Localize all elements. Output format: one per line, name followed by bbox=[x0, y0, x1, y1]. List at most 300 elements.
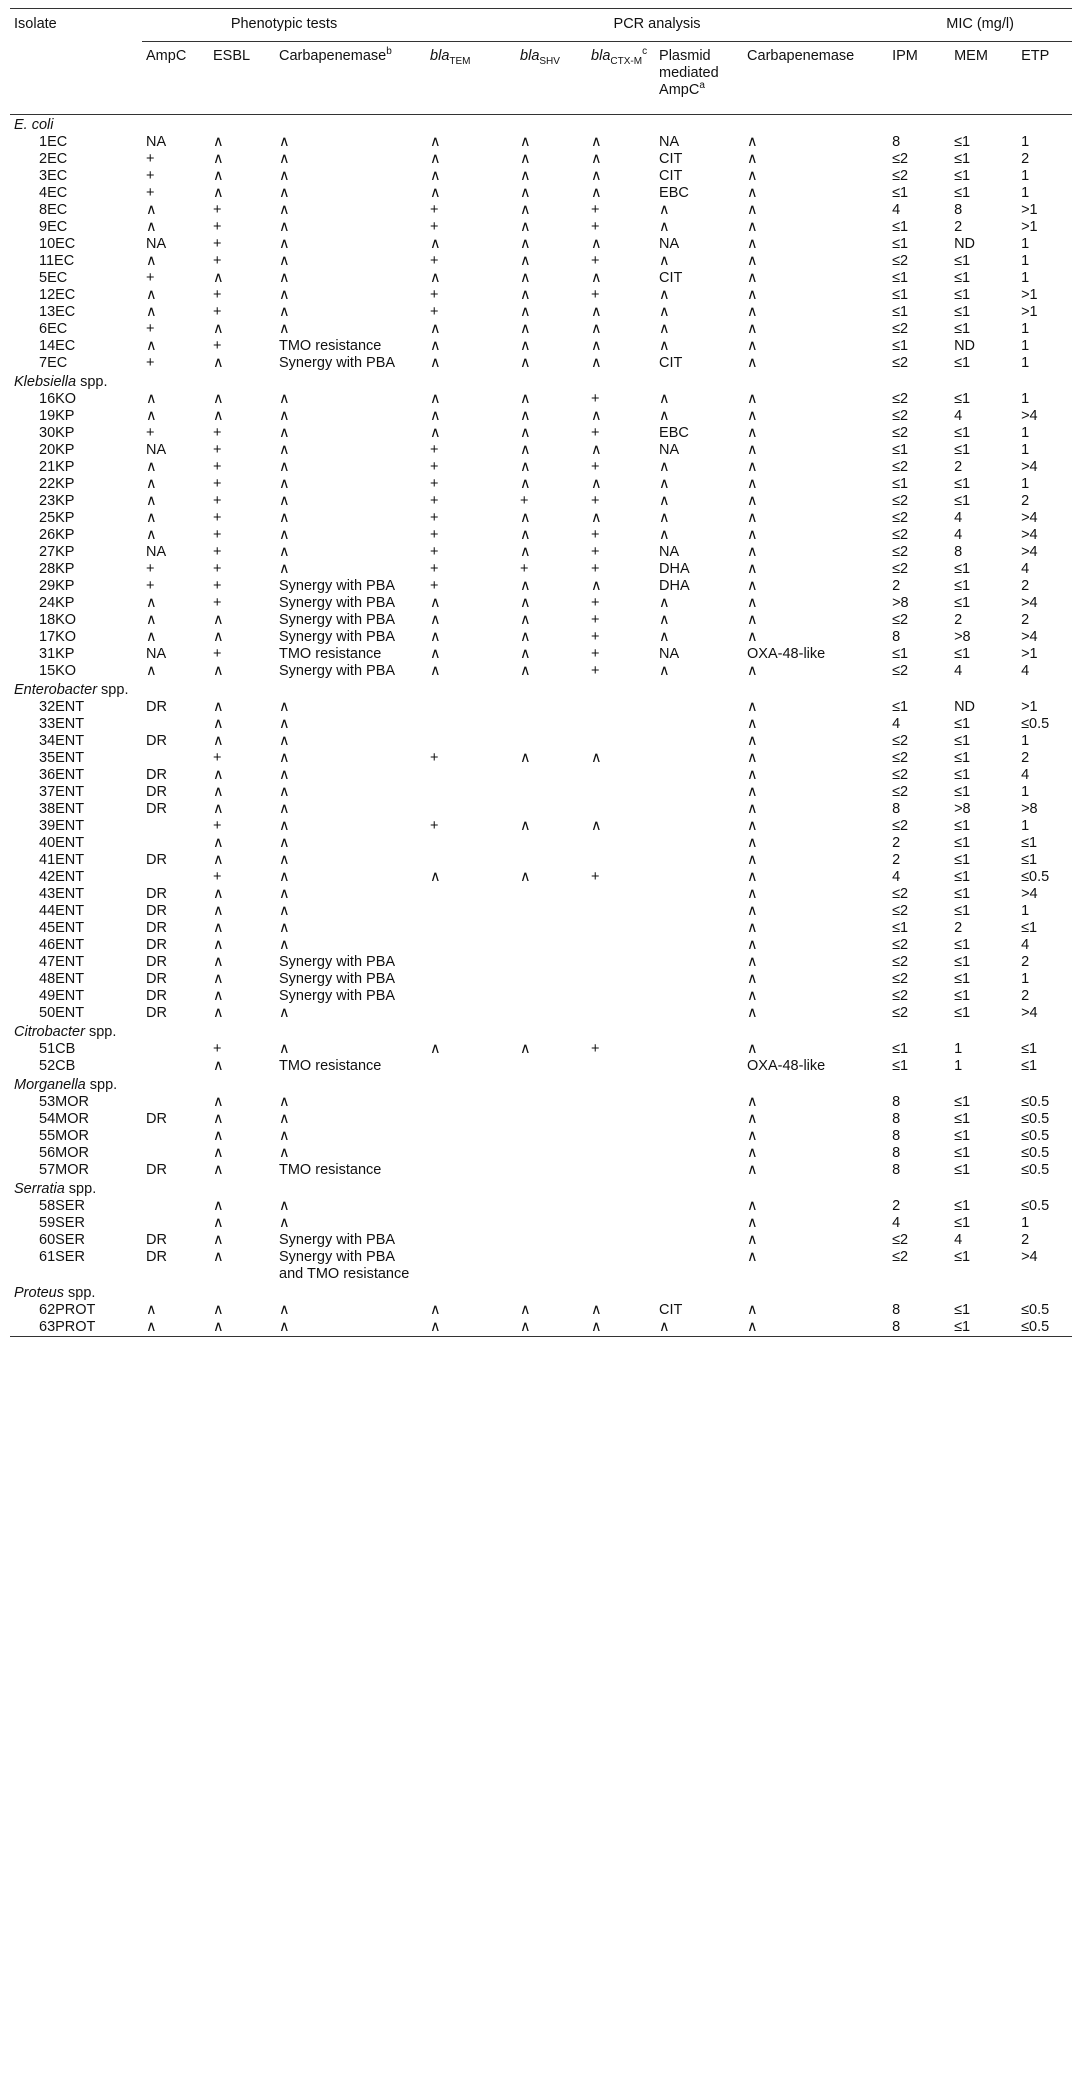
table-row bbox=[10, 988, 1072, 1005]
table-cell: ∧ bbox=[747, 971, 758, 987]
table-cell: ∧ bbox=[520, 391, 531, 407]
table-cell: 8 bbox=[892, 1302, 901, 1318]
table-cell: 22KP bbox=[39, 476, 75, 492]
table-cell bbox=[655, 699, 743, 716]
table-cell: ∧ bbox=[659, 612, 670, 628]
table-cell bbox=[587, 920, 655, 937]
group-row bbox=[10, 1022, 1072, 1041]
table-cell: + bbox=[146, 151, 155, 167]
table-cell: + bbox=[430, 493, 439, 509]
table-cell: ∧ bbox=[146, 510, 157, 526]
table-row bbox=[10, 561, 1072, 578]
table-row bbox=[10, 527, 1072, 544]
table-cell bbox=[142, 1128, 209, 1145]
table-cell: ∧ bbox=[279, 801, 290, 817]
table-cell: DR bbox=[146, 733, 167, 749]
table-cell: 33ENT bbox=[39, 716, 85, 732]
header-empty bbox=[10, 42, 142, 115]
table-cell: ≤1 bbox=[954, 1005, 971, 1021]
table-cell: ∧ bbox=[747, 699, 758, 715]
group-suffix: spp. bbox=[76, 374, 108, 390]
table-row bbox=[10, 1215, 1072, 1232]
table-cell: ≤1 bbox=[954, 561, 971, 577]
table-cell bbox=[142, 1058, 209, 1075]
table-body bbox=[10, 115, 1072, 1337]
table-cell: ∧ bbox=[146, 202, 157, 218]
table-cell: ∧ bbox=[747, 510, 758, 526]
table-cell bbox=[587, 903, 655, 920]
table-cell: >4 bbox=[1021, 527, 1038, 543]
table-cell: ≤2 bbox=[892, 988, 909, 1004]
table-cell: ∧ bbox=[520, 355, 531, 371]
table-cell: + bbox=[430, 219, 439, 235]
table-cell: 1 bbox=[1021, 818, 1030, 834]
table-cell: ∧ bbox=[747, 304, 758, 320]
table-row bbox=[10, 1058, 1072, 1075]
table-cell: ≤1 bbox=[954, 988, 971, 1004]
table-cell: DR bbox=[146, 699, 167, 715]
table-row bbox=[10, 869, 1072, 886]
table-cell: ≤1 bbox=[954, 425, 971, 441]
table-cell bbox=[587, 1198, 655, 1215]
table-cell bbox=[142, 869, 209, 886]
table-cell: >4 bbox=[1021, 1005, 1038, 1021]
table-cell: ∧ bbox=[747, 612, 758, 628]
table-cell: 4 bbox=[892, 202, 901, 218]
table-cell: ∧ bbox=[146, 391, 157, 407]
table-cell: 37ENT bbox=[39, 784, 85, 800]
table-cell: ∧ bbox=[520, 663, 531, 679]
table-cell: + bbox=[213, 578, 222, 594]
table-cell: + bbox=[430, 253, 439, 269]
table-cell: ∧ bbox=[430, 134, 441, 150]
table-cell: 4 bbox=[892, 869, 901, 885]
table-cell: ≤1 bbox=[954, 578, 971, 594]
table-cell bbox=[426, 1128, 516, 1145]
table-row bbox=[10, 134, 1072, 151]
table-row bbox=[10, 646, 1072, 663]
table-cell: ≤1 bbox=[954, 954, 971, 970]
table-cell: 1 bbox=[1021, 971, 1030, 987]
table-cell: + bbox=[146, 578, 155, 594]
table-row bbox=[10, 338, 1072, 355]
table-cell: ∧ bbox=[747, 886, 758, 902]
table-row bbox=[10, 1162, 1072, 1179]
table-cell: ∧ bbox=[747, 493, 758, 509]
table-cell: 2 bbox=[892, 578, 901, 594]
table-cell: 8 bbox=[954, 544, 963, 560]
table-cell: 25KP bbox=[39, 510, 75, 526]
table-cell bbox=[426, 784, 516, 801]
table-cell: ∧ bbox=[520, 168, 531, 184]
table-cell: 2EC bbox=[39, 151, 68, 167]
table-cell: ≤2 bbox=[892, 561, 909, 577]
table-cell: 41ENT bbox=[39, 852, 85, 868]
group-label bbox=[10, 1022, 1072, 1041]
table-cell: + bbox=[213, 493, 222, 509]
table-cell: 2 bbox=[1021, 1232, 1030, 1248]
table-cell: ∧ bbox=[591, 270, 602, 286]
table-cell: ∧ bbox=[213, 151, 224, 167]
table-cell: + bbox=[591, 612, 600, 628]
table-cell: ∧ bbox=[279, 510, 290, 526]
table-cell: ≤1 bbox=[1021, 835, 1038, 851]
table-cell: ∧ bbox=[747, 629, 758, 645]
table-cell: Synergy with PBA bbox=[279, 355, 396, 371]
table-cell: ∧ bbox=[747, 287, 758, 303]
table-cell: ∧ bbox=[747, 750, 758, 766]
table-cell: ≤2 bbox=[892, 510, 909, 526]
table-cell: ≤1 bbox=[892, 1058, 909, 1074]
table-cell: ≤2 bbox=[892, 544, 909, 560]
table-cell: ≤2 bbox=[892, 1232, 909, 1248]
table-cell: + bbox=[430, 544, 439, 560]
table-cell: + bbox=[591, 459, 600, 475]
table-cell bbox=[587, 1232, 655, 1249]
table-cell: ≤1 bbox=[954, 391, 971, 407]
table-cell: ∧ bbox=[213, 391, 224, 407]
table-cell bbox=[655, 988, 743, 1005]
table-cell: + bbox=[430, 750, 439, 766]
table-row bbox=[10, 784, 1072, 801]
table-cell: ≤1 bbox=[892, 699, 909, 715]
table-cell: + bbox=[591, 391, 600, 407]
table-cell: ∧ bbox=[747, 1215, 758, 1231]
table-cell: ∧ bbox=[279, 852, 290, 868]
table-cell: ∧ bbox=[430, 355, 441, 371]
table-cell bbox=[587, 1249, 655, 1283]
table-cell bbox=[655, 1198, 743, 1215]
table-cell: ∧ bbox=[430, 1302, 441, 1318]
group-suffix: spp. bbox=[64, 1181, 97, 1197]
table-cell: ∧ bbox=[213, 733, 224, 749]
table-cell: ∧ bbox=[279, 236, 290, 252]
table-cell: 63PROT bbox=[10, 1319, 142, 1337]
table-cell: ∧ bbox=[747, 459, 758, 475]
table-cell bbox=[655, 1232, 743, 1249]
table-cell: ∧ bbox=[279, 869, 290, 885]
table-cell: ≤2 bbox=[892, 493, 909, 509]
table-cell bbox=[426, 954, 516, 971]
table-cell bbox=[516, 784, 587, 801]
table-cell: ∧ bbox=[279, 391, 290, 407]
table-cell: EBC bbox=[659, 425, 689, 441]
table-cell: ∧ bbox=[279, 1145, 290, 1161]
table-cell: ∧ bbox=[520, 442, 531, 458]
table-row bbox=[10, 595, 1072, 612]
header-carbapenemase-pcr: Carbapenemase bbox=[747, 48, 855, 64]
table-row bbox=[10, 1145, 1072, 1162]
table-cell: 48ENT bbox=[39, 971, 85, 987]
table-cell bbox=[655, 1111, 743, 1128]
table-cell: DR bbox=[146, 801, 167, 817]
table-cell: NA bbox=[659, 236, 680, 252]
table-cell: + bbox=[430, 287, 439, 303]
table-cell: ∧ bbox=[587, 1319, 655, 1337]
table-cell bbox=[426, 716, 516, 733]
table-cell: ≤2 bbox=[892, 355, 909, 371]
table-cell: + bbox=[591, 493, 600, 509]
table-cell bbox=[516, 1249, 587, 1283]
table-cell: + bbox=[591, 1041, 600, 1057]
table-cell: >4 bbox=[1021, 629, 1038, 645]
table-cell: 50ENT bbox=[39, 1005, 85, 1021]
header-esbl: ESBL bbox=[213, 48, 251, 64]
table-cell: ∧ bbox=[659, 253, 670, 269]
table-cell: ∧ bbox=[279, 784, 290, 800]
table-cell: ∧ bbox=[591, 338, 602, 354]
table-cell bbox=[655, 1128, 743, 1145]
header-phenotypic-tests: Phenotypic tests bbox=[142, 9, 426, 42]
table-cell: ∧ bbox=[591, 442, 602, 458]
table-cell: 16KO bbox=[39, 391, 77, 407]
table-cell: ∧ bbox=[279, 168, 290, 184]
table-cell: ∧ bbox=[430, 391, 441, 407]
table-cell: 59SER bbox=[39, 1215, 85, 1231]
group-name: E. coli bbox=[14, 117, 54, 133]
table-cell: ≤2 bbox=[892, 954, 909, 970]
table-cell: 55MOR bbox=[39, 1128, 89, 1144]
table-cell: ∧ bbox=[146, 459, 157, 475]
table-cell: 47ENT bbox=[39, 954, 85, 970]
table-cell: >8 bbox=[892, 595, 909, 611]
table-cell: ≤1 bbox=[892, 338, 909, 354]
table-cell: 23KP bbox=[39, 493, 75, 509]
table-cell: NA bbox=[659, 646, 680, 662]
table-cell bbox=[655, 767, 743, 784]
table-cell: ∧ bbox=[275, 1319, 426, 1337]
table-cell: ≤1 bbox=[954, 287, 971, 303]
header-isolate: Isolate bbox=[14, 16, 57, 32]
table-cell: DR bbox=[146, 937, 167, 953]
table-cell: ≤1 bbox=[954, 168, 971, 184]
table-cell: ∧ bbox=[279, 1111, 290, 1127]
group-name: Enterobacter bbox=[14, 682, 98, 698]
table-cell bbox=[426, 1145, 516, 1162]
table-cell: ≤1 bbox=[954, 595, 971, 611]
table-cell: ∧ bbox=[142, 1319, 209, 1337]
table-cell: 8 bbox=[888, 1319, 950, 1337]
table-cell: TMO resistance bbox=[279, 1162, 382, 1178]
table-cell: 58SER bbox=[39, 1198, 85, 1214]
table-cell: ∧ bbox=[747, 1162, 758, 1178]
table-cell: ∧ bbox=[430, 1041, 441, 1057]
table-cell: Synergy with PBA bbox=[279, 954, 396, 970]
table-cell: 3EC bbox=[39, 168, 68, 184]
table-cell: EBC bbox=[659, 185, 689, 201]
table-cell: ∧ bbox=[146, 1302, 157, 1318]
table-row bbox=[10, 459, 1072, 476]
group-suffix: spp. bbox=[97, 682, 129, 698]
table-cell: ≤2 bbox=[892, 903, 909, 919]
table-cell: ∧ bbox=[659, 338, 670, 354]
table-cell: + bbox=[213, 287, 222, 303]
table-cell: ≤1 bbox=[954, 476, 971, 492]
table-cell: ∧ bbox=[747, 561, 758, 577]
table-cell: 8EC bbox=[39, 202, 68, 218]
table-cell: ∧ bbox=[213, 134, 224, 150]
table-cell: 4 bbox=[1021, 767, 1030, 783]
table-cell: 2 bbox=[892, 835, 901, 851]
table-cell: 9EC bbox=[39, 219, 68, 235]
table-cell: 1 bbox=[954, 1058, 963, 1074]
table-cell: 1 bbox=[1021, 1215, 1030, 1231]
table-cell: ∧ bbox=[279, 476, 290, 492]
table-cell: ≤1 bbox=[892, 185, 909, 201]
table-row bbox=[10, 750, 1072, 767]
table-cell bbox=[655, 903, 743, 920]
table-cell: ≤1 bbox=[1021, 1041, 1038, 1057]
table-cell: ∧ bbox=[146, 287, 157, 303]
table-row bbox=[10, 835, 1072, 852]
table-cell: OXA-48-like bbox=[747, 646, 826, 662]
table-cell: ∧ bbox=[659, 493, 670, 509]
table-cell: Synergy with PBA bbox=[279, 988, 396, 1004]
table-cell: 43ENT bbox=[39, 886, 85, 902]
table-row bbox=[10, 767, 1072, 784]
table-cell bbox=[655, 954, 743, 971]
table-cell: 31KP bbox=[39, 646, 75, 662]
table-cell: ∧ bbox=[747, 920, 758, 936]
table-cell: 2 bbox=[1021, 493, 1030, 509]
table-cell: ≤2 bbox=[892, 391, 909, 407]
table-cell: ∧ bbox=[279, 1094, 290, 1110]
table-cell: >4 bbox=[1021, 886, 1038, 902]
table-cell: DR bbox=[146, 903, 167, 919]
table-cell: 38ENT bbox=[39, 801, 85, 817]
group-name: Serratia bbox=[14, 1181, 65, 1197]
table-cell: ∧ bbox=[279, 835, 290, 851]
table-cell: ∧ bbox=[747, 1111, 758, 1127]
table-cell: ∧ bbox=[747, 784, 758, 800]
table-cell: ∧ bbox=[279, 733, 290, 749]
table-cell: ∧ bbox=[747, 270, 758, 286]
table-cell: + bbox=[213, 219, 222, 235]
group-name: Proteus bbox=[14, 1285, 64, 1301]
table-cell: ∧ bbox=[520, 612, 531, 628]
table-cell: 11EC bbox=[39, 253, 75, 269]
table-row bbox=[10, 886, 1072, 903]
table-cell: ∧ bbox=[747, 253, 758, 269]
table-cell: 20KP bbox=[39, 442, 75, 458]
group-name: Morganella bbox=[14, 1077, 86, 1093]
table-cell: >1 bbox=[1021, 219, 1038, 235]
table-cell bbox=[142, 1145, 209, 1162]
table-cell: DHA bbox=[659, 561, 690, 577]
table-cell: ∧ bbox=[213, 168, 224, 184]
table-cell: 1EC bbox=[39, 134, 68, 150]
results-table bbox=[10, 8, 1072, 1337]
table-cell bbox=[516, 716, 587, 733]
table-cell: 40ENT bbox=[39, 835, 85, 851]
table-cell: ∧ bbox=[430, 168, 441, 184]
table-cell: ∧ bbox=[279, 561, 290, 577]
table-cell bbox=[516, 937, 587, 954]
table-cell: ∧ bbox=[279, 527, 290, 543]
table-cell: 17KO bbox=[39, 629, 77, 645]
table-cell: + bbox=[213, 510, 222, 526]
table-cell: ∧ bbox=[213, 937, 224, 953]
table-cell: ≤1 bbox=[950, 1319, 1017, 1337]
table-cell bbox=[587, 767, 655, 784]
table-cell: ≤1 bbox=[954, 886, 971, 902]
table-cell: ∧ bbox=[520, 1302, 531, 1318]
table-cell: ∧ bbox=[659, 391, 670, 407]
table-cell: + bbox=[591, 253, 600, 269]
table-row bbox=[10, 920, 1072, 937]
table-cell: ∧ bbox=[146, 629, 157, 645]
table-cell: 2 bbox=[954, 612, 963, 628]
table-cell: CIT bbox=[659, 151, 683, 167]
table-cell: 2 bbox=[1021, 578, 1030, 594]
table-row bbox=[10, 937, 1072, 954]
table-cell: ≤2 bbox=[892, 784, 909, 800]
table-cell: + bbox=[213, 425, 222, 441]
table-cell: + bbox=[146, 168, 155, 184]
table-cell: + bbox=[520, 561, 529, 577]
table-cell: 8 bbox=[892, 1094, 901, 1110]
header-etp: ETP bbox=[1021, 48, 1050, 64]
table-cell: ∧ bbox=[279, 903, 290, 919]
group-suffix: spp. bbox=[63, 1285, 96, 1301]
table-cell: ≤2 bbox=[892, 937, 909, 953]
table-cell: ∧ bbox=[747, 321, 758, 337]
table-cell: ∧ bbox=[591, 185, 602, 201]
table-cell: ∧ bbox=[520, 338, 531, 354]
table-cell: 5EC bbox=[39, 270, 68, 286]
table-cell: 1 bbox=[1021, 270, 1030, 286]
table-cell: ∧ bbox=[279, 1198, 290, 1214]
table-cell: ∧ bbox=[659, 459, 670, 475]
table-cell bbox=[587, 886, 655, 903]
table-cell: >8 bbox=[954, 801, 971, 817]
table-cell bbox=[655, 818, 743, 835]
table-cell bbox=[587, 1094, 655, 1111]
table-cell: 4EC bbox=[39, 185, 68, 201]
table-cell bbox=[516, 920, 587, 937]
table-row bbox=[10, 304, 1072, 321]
table-cell: 1 bbox=[1021, 903, 1030, 919]
table-cell: CIT bbox=[659, 270, 683, 286]
table-cell: ∧ bbox=[747, 663, 758, 679]
table-cell: ∧ bbox=[747, 1005, 758, 1021]
table-cell: ≤0.5 bbox=[1021, 1302, 1050, 1318]
table-cell: ∧ bbox=[213, 355, 224, 371]
table-cell bbox=[142, 1094, 209, 1111]
table-cell: Synergy with PBA and TMO resistance bbox=[279, 1249, 410, 1282]
table-cell: ≤0.5 bbox=[1021, 1094, 1050, 1110]
table-cell: Synergy with PBA bbox=[279, 629, 396, 645]
table-cell: ∧ bbox=[146, 476, 157, 492]
table-cell: Synergy with PBA bbox=[279, 595, 396, 611]
table-cell bbox=[655, 801, 743, 818]
table-cell: ∧ bbox=[520, 185, 531, 201]
header-pcr-analysis: PCR analysis bbox=[426, 9, 888, 42]
table-cell: ∧ bbox=[430, 270, 441, 286]
table-cell: ∧ bbox=[213, 1198, 224, 1214]
table-cell: ∧ bbox=[279, 886, 290, 902]
table-cell bbox=[516, 1128, 587, 1145]
table-cell: 2 bbox=[1021, 750, 1030, 766]
table-cell bbox=[142, 835, 209, 852]
table-cell bbox=[516, 733, 587, 750]
table-cell: 1 bbox=[1021, 134, 1030, 150]
table-cell: 51CB bbox=[39, 1041, 76, 1057]
table-row bbox=[10, 578, 1072, 595]
table-cell: NA bbox=[659, 544, 680, 560]
table-row bbox=[10, 1319, 1072, 1337]
table-cell: 7EC bbox=[39, 355, 68, 371]
